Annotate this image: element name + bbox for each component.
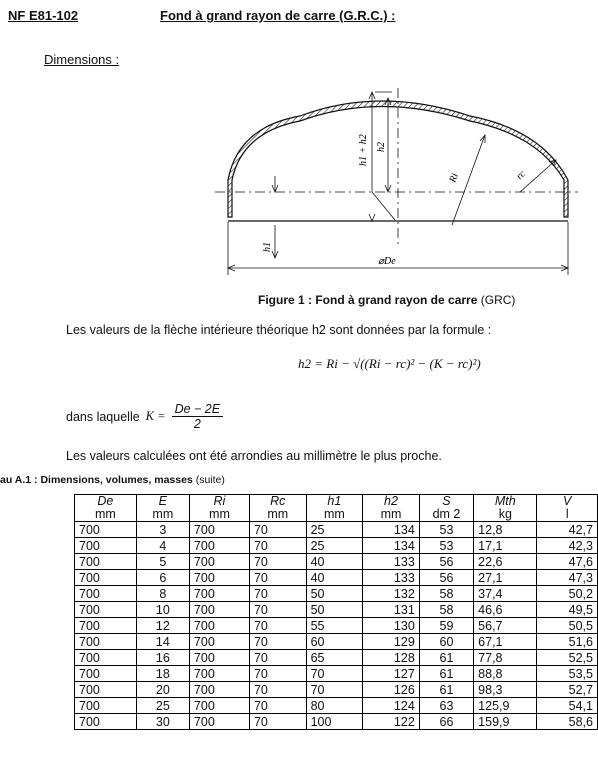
- standard-number: NF E81-102: [8, 8, 79, 23]
- column-header: [136, 495, 189, 522]
- table-cell: 6: [136, 570, 189, 586]
- table-cell: 56: [419, 554, 473, 570]
- table-cell: 53: [419, 538, 473, 554]
- table-cell: 700: [189, 714, 249, 730]
- table-row: [75, 570, 598, 586]
- table-cell: 700: [189, 586, 249, 602]
- table-row: [75, 554, 598, 570]
- table-cell: 127: [363, 666, 420, 682]
- table-cell: 10: [136, 602, 189, 618]
- table-cell: 18: [136, 666, 189, 682]
- table-cell: 128: [363, 650, 420, 666]
- k-fraction: [172, 402, 224, 431]
- table-cell: 70: [249, 650, 306, 666]
- table-row: [75, 666, 598, 682]
- table-cell: 67,1: [474, 634, 537, 650]
- table-cell: 52,5: [537, 650, 598, 666]
- table-cell: 125,9: [474, 698, 537, 714]
- table-cell: 700: [75, 682, 137, 698]
- table-row: [75, 634, 598, 650]
- grc-head-diagram: [0, 80, 598, 290]
- table-cell: 42,7: [537, 522, 598, 538]
- table-cell: 700: [75, 586, 137, 602]
- table-cell: 88,8: [474, 666, 537, 682]
- table-row: [75, 522, 598, 538]
- table-cell: 130: [363, 618, 420, 634]
- column-unit: mm: [323, 507, 345, 521]
- table-cell: 700: [75, 602, 137, 618]
- table-cell: 700: [75, 554, 137, 570]
- column-symbol: Ri: [213, 494, 226, 508]
- table-cell: 70: [249, 698, 306, 714]
- figure-caption-suffix: (GRC): [480, 293, 516, 307]
- table-cell: 58: [419, 602, 473, 618]
- table-cell: 66: [419, 714, 473, 730]
- table-cell: 30: [136, 714, 189, 730]
- table-cell: 46,6: [474, 602, 537, 618]
- table-cell: 70: [306, 666, 363, 682]
- table-cell: 55: [306, 618, 363, 634]
- table-cell: 700: [75, 522, 137, 538]
- label-rc: rc: [514, 168, 528, 183]
- k-lhs: K =: [145, 409, 166, 423]
- table-cell: 54,1: [537, 698, 598, 714]
- column-symbol: h2: [384, 494, 398, 508]
- table-cell: 60: [306, 634, 363, 650]
- column-symbol: S: [442, 494, 451, 508]
- table-cell: 59: [419, 618, 473, 634]
- table-cell: 700: [189, 666, 249, 682]
- table-cell: 700: [75, 698, 137, 714]
- k-numerator: De − 2E: [172, 402, 224, 417]
- column-symbol: E: [158, 494, 168, 508]
- column-header: [419, 495, 473, 522]
- table-cell: 58: [419, 586, 473, 602]
- table-cell: 22,6: [474, 554, 537, 570]
- table-cell: 133: [363, 570, 420, 586]
- table-cell: 80: [306, 698, 363, 714]
- table-cell: 70: [249, 714, 306, 730]
- table-cell: 61: [419, 650, 473, 666]
- table-cell: 700: [189, 554, 249, 570]
- table-caption-main: au A.1 : Dimensions, volumes, masses: [0, 474, 193, 486]
- table-cell: 12,8: [474, 522, 537, 538]
- column-header: [306, 495, 363, 522]
- table-cell: 70: [249, 570, 306, 586]
- table-cell: 133: [363, 554, 420, 570]
- column-symbol: V: [563, 494, 572, 508]
- table-cell: 49,5: [537, 602, 598, 618]
- table-cell: 700: [189, 570, 249, 586]
- column-unit: mm: [152, 507, 174, 521]
- table-row: [75, 682, 598, 698]
- table-cell: 129: [363, 634, 420, 650]
- table-cell: 61: [419, 682, 473, 698]
- column-unit: l: [565, 507, 569, 521]
- table-cell: 700: [189, 650, 249, 666]
- table-cell: 50: [306, 586, 363, 602]
- table-cell: 134: [363, 522, 420, 538]
- column-unit: mm: [94, 507, 116, 521]
- table-cell: 70: [249, 666, 306, 682]
- table-cell: 8: [136, 586, 189, 602]
- page-title: Fond à grand rayon de carre (G.R.C.) :: [160, 8, 396, 23]
- table-cell: 70: [249, 634, 306, 650]
- k-definition: [66, 402, 223, 431]
- rounding-note: Les valeurs calculées ont été arrondies au millimètre le plus proche.: [66, 449, 442, 463]
- table-cell: 25: [306, 538, 363, 554]
- table-cell: 56: [419, 570, 473, 586]
- table-cell: 40: [306, 570, 363, 586]
- column-symbol: h1: [327, 494, 342, 508]
- column-unit: mm: [209, 507, 230, 521]
- table-cell: 52,7: [537, 682, 598, 698]
- label-de: ⌀De: [378, 256, 396, 267]
- table-cell: 3: [136, 522, 189, 538]
- label-ri: Ri: [447, 171, 461, 185]
- table-cell: 20: [136, 682, 189, 698]
- table-cell: 53: [419, 522, 473, 538]
- table-cell: 4: [136, 538, 189, 554]
- table-cell: 70: [249, 538, 306, 554]
- table-cell: 25: [136, 698, 189, 714]
- table-caption-suffix: (suite): [195, 474, 225, 486]
- table-row: [75, 618, 598, 634]
- table-cell: 70: [249, 522, 306, 538]
- table-cell: 77,8: [474, 650, 537, 666]
- dans-laquelle-text: dans laquelle: [66, 409, 140, 424]
- table-cell: 47,6: [537, 554, 598, 570]
- label-h1: h1: [262, 242, 273, 252]
- table-cell: 42,3: [537, 538, 598, 554]
- table-cell: 50: [306, 602, 363, 618]
- table-cell: 100: [306, 714, 363, 730]
- table-row: [75, 650, 598, 666]
- column-symbol: Rc: [270, 494, 286, 508]
- table-cell: 25: [306, 522, 363, 538]
- table-row: [75, 602, 598, 618]
- column-unit: kg: [498, 507, 512, 521]
- table-cell: 132: [363, 586, 420, 602]
- table-cell: 159,9: [474, 714, 537, 730]
- table-row: [75, 714, 598, 730]
- table-cell: 27,1: [474, 570, 537, 586]
- table-cell: 700: [75, 714, 137, 730]
- table-cell: 700: [189, 698, 249, 714]
- table-cell: 70: [249, 682, 306, 698]
- column-unit: dm 2: [432, 507, 461, 521]
- table-cell: 124: [363, 698, 420, 714]
- formula-intro: Les valeurs de la flèche intérieure théorique h2 sont données par la formule :: [66, 323, 492, 337]
- table-cell: 700: [189, 538, 249, 554]
- table-cell: 700: [75, 618, 137, 634]
- table-cell: 5: [136, 554, 189, 570]
- table-body: [75, 522, 598, 730]
- table-cell: 131: [363, 602, 420, 618]
- column-header: [189, 495, 249, 522]
- figure-caption-main: Figure 1 : Fond à grand rayon de carre: [258, 293, 478, 307]
- dimensions-table: [74, 494, 598, 730]
- column-header: [75, 495, 137, 522]
- table-cell: 53,5: [537, 666, 598, 682]
- table-cell: 98,3: [474, 682, 537, 698]
- column-header: [363, 495, 420, 522]
- header-row: [75, 495, 598, 522]
- table-cell: 56,7: [474, 618, 537, 634]
- table-cell: 51,6: [537, 634, 598, 650]
- table-cell: 700: [189, 682, 249, 698]
- table-row: [75, 586, 598, 602]
- table-cell: 47,3: [537, 570, 598, 586]
- table-cell: 700: [75, 634, 137, 650]
- figure-caption: [258, 293, 515, 307]
- h2-formula: h2 = Ri − √((Ri − rc)² − (K − rc)²): [298, 356, 481, 371]
- table-cell: 70: [249, 586, 306, 602]
- table-cell: 60: [419, 634, 473, 650]
- table-cell: 700: [189, 522, 249, 538]
- table-cell: 700: [189, 618, 249, 634]
- table-cell: 134: [363, 538, 420, 554]
- table-cell: 700: [75, 666, 137, 682]
- table-header: [75, 495, 598, 522]
- table-cell: 50,5: [537, 618, 598, 634]
- table-cell: 12: [136, 618, 189, 634]
- table-cell: 700: [75, 570, 137, 586]
- table-cell: 122: [363, 714, 420, 730]
- column-header: [474, 495, 537, 522]
- column-header: [537, 495, 598, 522]
- table-row: [75, 538, 598, 554]
- column-unit: mm: [267, 507, 289, 521]
- column-symbol: Mth: [494, 494, 516, 508]
- table-row: [75, 698, 598, 714]
- k-denominator: 2: [193, 417, 201, 431]
- table-cell: 14: [136, 634, 189, 650]
- table-cell: 16: [136, 650, 189, 666]
- table-cell: 63: [419, 698, 473, 714]
- table-cell: 70: [249, 618, 306, 634]
- table-cell: 70: [306, 682, 363, 698]
- column-symbol: De: [97, 494, 114, 508]
- section-title: Dimensions :: [44, 52, 120, 67]
- table-cell: 65: [306, 650, 363, 666]
- table-cell: 40: [306, 554, 363, 570]
- label-h1-h2: h1 + h2: [358, 134, 369, 166]
- table-cell: 17,1: [474, 538, 537, 554]
- table-cell: 700: [189, 634, 249, 650]
- table-cell: 126: [363, 682, 420, 698]
- table-cell: 700: [189, 602, 249, 618]
- table-cell: 70: [249, 602, 306, 618]
- table-cell: 700: [75, 650, 137, 666]
- table-cell: 61: [419, 666, 473, 682]
- table-cell: 70: [249, 554, 306, 570]
- table-cell: 37,4: [474, 586, 537, 602]
- column-unit: mm: [380, 507, 402, 521]
- table-cell: 58,6: [537, 714, 598, 730]
- table-cell: 700: [75, 538, 137, 554]
- label-h2: h2: [376, 142, 387, 152]
- table-caption: [0, 474, 225, 486]
- table-cell: 50,2: [537, 586, 598, 602]
- column-header: [249, 495, 306, 522]
